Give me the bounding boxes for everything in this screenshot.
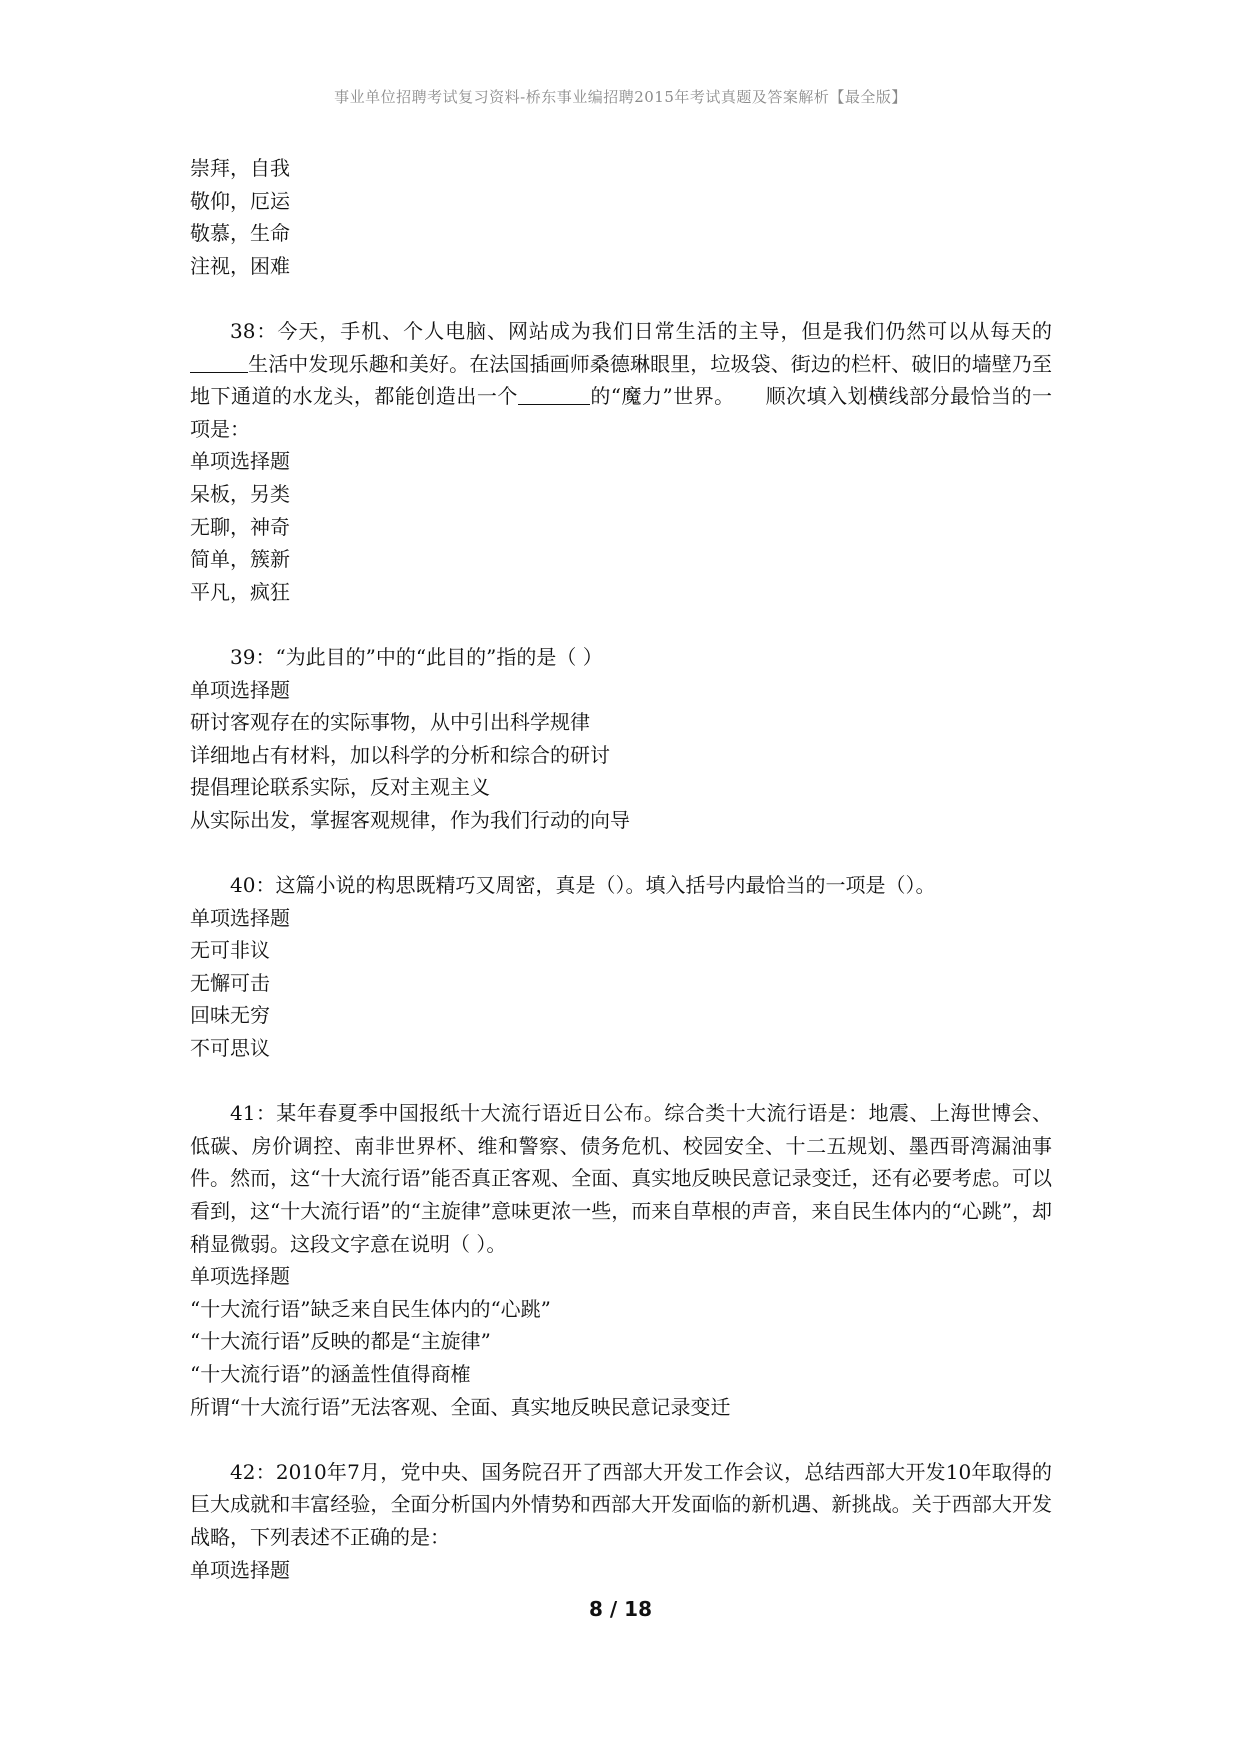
document-body: [190, 152, 1052, 1586]
answer-option: 平凡，疯狂: [190, 579, 290, 604]
answer-option: 无懈可击: [190, 970, 270, 995]
question-38-text: 38：今天，手机、个人电脑、网站成为我们日常生活的主导，但是我们仍然可以从每天的生活中发现乐趣和美好。在法国插画师桑德琳眼里，垃圾袋、街边的栏杆、破旧的墙壁乃至地下通道的水龙头，都能创造出一个 的“魔力”世界。 顺次填入划横线部分最恰当的一项是：: [190, 318, 1053, 441]
question-41-text: 41：某年春夏季中国报纸十大流行语近日公布。综合类十大流行语是：地震、上海世博会、低碳、房价调控、南非世界杯、维和警察、债务危机、校园安全、十二五规划、墨西哥湾漏油事件。然而，这“十大流行语”能否真正客观、全面、真实地反映民意记录变迁，还有必要考虑。可以看到，这“十大流行语”的“主旋律”意味更浓一些，而来自草根的声音，来自民生体内的“心跳”，却稍显微弱。这段文字意在说明（ ）。: [190, 1101, 1052, 1256]
question-40-text: 40：这篇小说的构思既精巧又周密，真是（）。填入括号内最恰当的一项是（）。: [230, 873, 936, 898]
answer-option: 研讨客观存在的实际事物，从中引出科学规律: [190, 710, 590, 735]
prev-option: 敬慕，生命: [190, 221, 290, 246]
answer-option: “十大流行语”的涵盖性值得商榷: [190, 1361, 471, 1386]
page-number: 8 / 18: [589, 1597, 652, 1621]
answer-option: “十大流行语”缺乏来自民生体内的“心跳”: [190, 1296, 551, 1321]
prev-option: 敬仰，厄运: [190, 188, 290, 213]
prev-option: 崇拜，自我: [190, 156, 290, 180]
question-42-text: 42：2010年7月，党中央、国务院召开了西部大开发工作会议，总结西部大开发10年取得的巨大成就和丰富经验，全面分析国内外情势和西部大开发面临的新机遇、新挑战。关于西部大开发战略，下列表述不正确的是：: [190, 1459, 1052, 1549]
answer-option: 无聊，神奇: [190, 514, 290, 539]
question-39-text: 39：“为此目的”中的“此目的”指的是（ ）: [230, 644, 603, 669]
answer-option: 无可非议: [190, 938, 270, 963]
question-type: 单项选择题: [190, 677, 290, 702]
prev-option: 注视，困难: [190, 253, 290, 278]
answer-option: 呆板，另类: [190, 481, 290, 506]
page-header: 事业单位招聘考试复习资料-桥东事业编招聘2015年考试真题及答案解析【最全版】: [334, 88, 907, 106]
answer-option: 提倡理论联系实际，反对主观主义: [190, 775, 490, 800]
question-type: 单项选择题: [190, 1557, 290, 1582]
answer-option: 不可思议: [190, 1036, 270, 1061]
question-type: 单项选择题: [190, 449, 290, 474]
question-type: 单项选择题: [190, 905, 290, 930]
answer-option: 简单，簇新: [190, 547, 290, 572]
fill-blank: [518, 382, 590, 405]
question-type: 单项选择题: [190, 1264, 290, 1289]
answer-option: “十大流行语”反映的都是“主旋律”: [190, 1329, 491, 1354]
answer-option: 回味无穷: [190, 1003, 270, 1028]
answer-option: 从实际出发，掌握客观规律，作为我们行动的向导: [190, 807, 630, 832]
answer-option: 所谓“十大流行语”无法客观、全面、真实地反映民意记录变迁: [190, 1394, 731, 1419]
answer-option: 详细地占有材料，加以科学的分析和综合的研讨: [190, 742, 610, 767]
fill-blank: [190, 350, 248, 373]
